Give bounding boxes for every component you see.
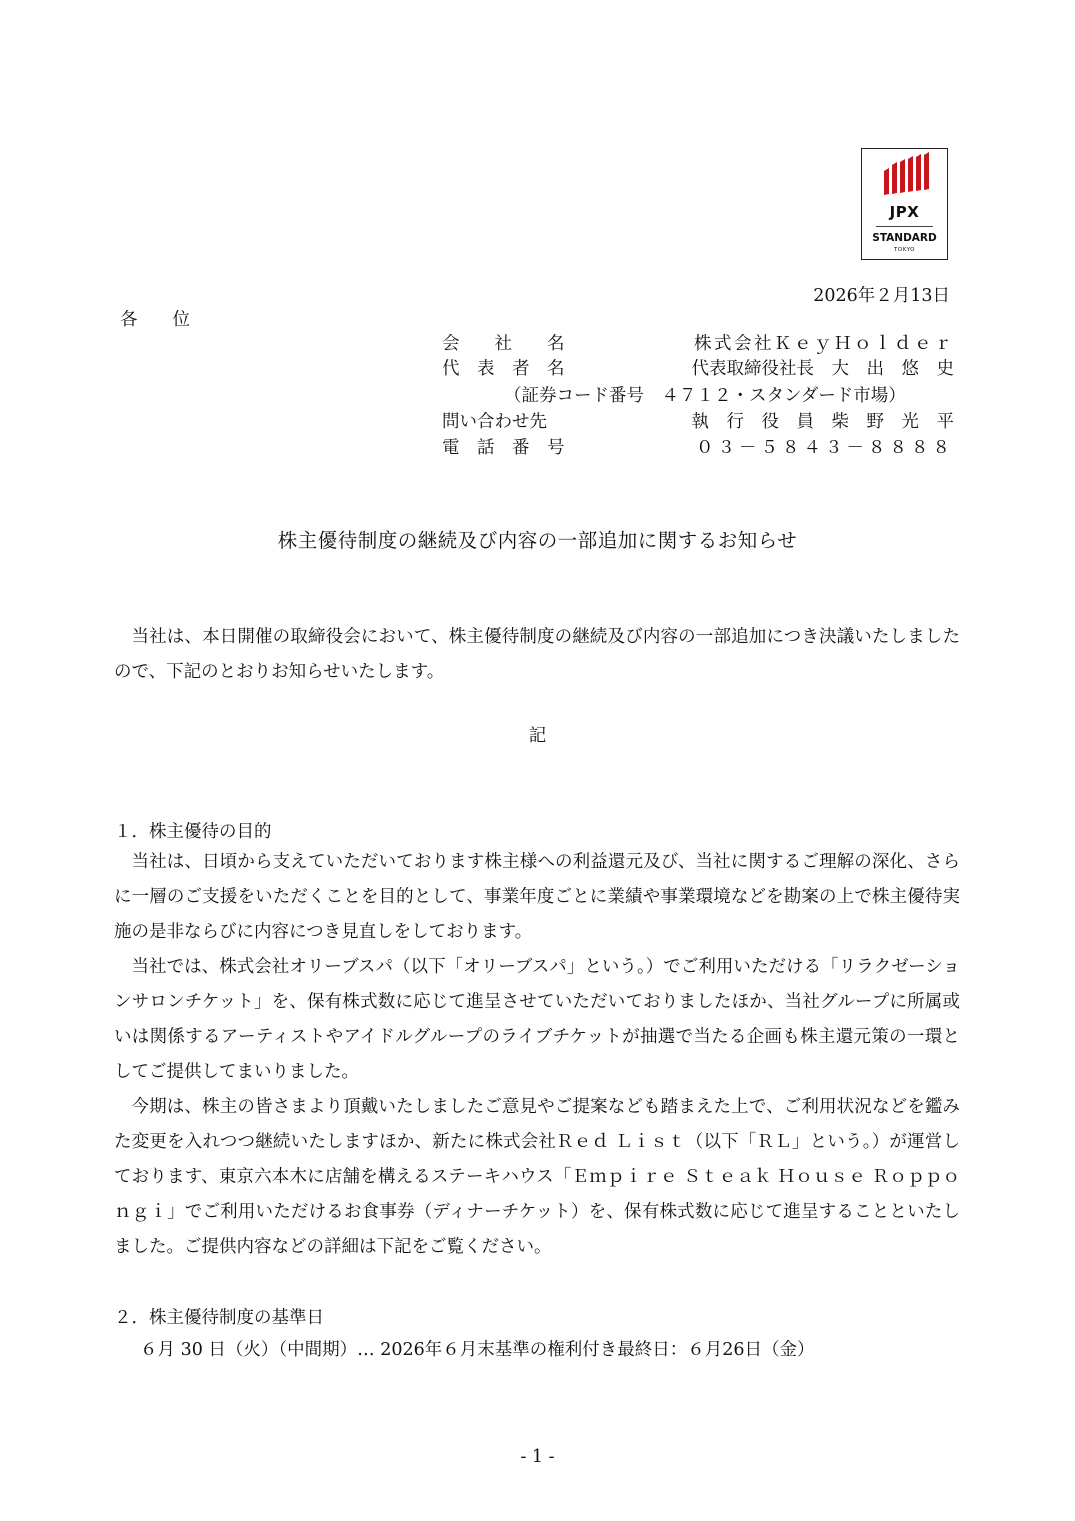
- phone-label: 電 話 番 号: [442, 438, 565, 458]
- logo-market: STANDARD: [872, 232, 937, 244]
- page-number: - 1 -: [520, 1447, 555, 1467]
- section2-heading: ２．株主優待制度の基準日: [114, 1308, 324, 1328]
- document-date: 2026年２月13日: [813, 286, 950, 306]
- contact-value: 執 行 役 員 柴 野 光 平: [691, 412, 954, 432]
- representative-label: 代 表 者 名: [442, 359, 565, 379]
- section1-heading: １．株主優待の目的: [114, 822, 272, 842]
- ki-marker: 記: [528, 726, 547, 746]
- phone-value: ０３－５８４３－８８８８: [696, 438, 954, 458]
- logo-brand: JPX: [889, 203, 920, 221]
- intro-paragraph: [114, 620, 960, 690]
- securities-code: （証券コード番号 ４７１２・スタンダード市場）: [504, 386, 906, 406]
- jpx-standard-logo: [861, 148, 948, 260]
- section1-paragraph: 当社では、株式会社オリーブスパ（以下「オリーブスパ」という。）でご利用いただける「リラクゼーションサロンチケット」を、保有株式数に応じて進呈させていただいておりましたほか、当社グループに所属或いは関係するアーティストやアイドルグループのライブチケットが抽選で当たる企画も株主還元策の一環としてご提供してまいりました。: [114, 957, 960, 1082]
- company-name-value: 株式会社ＫｅｙＨｏｌｄｅｒ: [694, 334, 954, 354]
- jpx-bars-icon: [862, 149, 949, 205]
- company-name-label: 会 社 名: [442, 334, 565, 354]
- logo-divider: [876, 226, 933, 227]
- document-title: 株主優待制度の継続及び内容の一部追加に関するお知らせ: [277, 529, 798, 552]
- company-info-block: [442, 332, 954, 462]
- section2-record-date: ６月 30 日（火）（中間期）… 2026年６月末基準の権利付き最終日：６月26日（金）: [140, 1340, 815, 1360]
- intro-text: 当社は、本日開催の取締役会において、株主優待制度の継続及び内容の一部追加につき決議いたしましたので、下記のとおりお知らせいたします。: [114, 627, 960, 682]
- logo-city: TOKYO: [894, 247, 915, 253]
- section1-paragraph: 今期は、株主の皆さまより頂戴いたしましたご意見やご提案なども踏まえた上で、ご利用状況などを鑑みた変更を入れつつ継続いたしますほか、新たに株式会社Ｒｅｄ Ｌｉｓｔ（以下「ＲＬ」という。）が運営しております、東京六本木に店舗を構えるステーキハウス「Ｅｍｐｉｒｅ Ｓｔｅａｋ Ｈｏｕｓｅ Ｒｏｐｐｏｎｇｉ」でご利用いただけるお食事券（ディナーチケット）を、保有株式数に応じて進呈することといたしました。ご提供内容などの詳細は下記をご覧ください。: [114, 1097, 960, 1257]
- section1-body: [114, 845, 960, 1265]
- section1-paragraph: 当社は、日頃から支えていただいております株主様への利益還元及び、当社に関するご理解の深化、さらに一層のご支援をいただくことを目的として、事業年度ごとに業績や事業環境などを勘案の上で株主優待実施の是非ならびに内容につき見直しをしております。: [114, 852, 960, 942]
- representative-value: 代表取締役社長 大 出 悠 史: [691, 359, 954, 379]
- contact-label: 問い合わせ先: [442, 412, 547, 432]
- addressee: 各 位: [120, 310, 190, 330]
